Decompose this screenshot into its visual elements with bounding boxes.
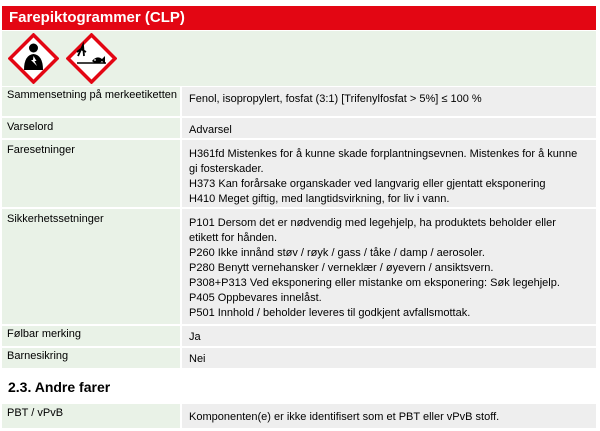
hazard-line: gi fosterskader. (189, 163, 264, 175)
child-safety-value: Nei (189, 353, 206, 365)
section-heading: 2.3. Andre farer (8, 379, 111, 395)
signal-word-value: Advarsel (189, 124, 232, 136)
precaution-line: P501 Innhold / beholder leveres til godkjent avfallsmottak. (189, 307, 471, 319)
pbt-label: PBT / vPvB (7, 407, 64, 419)
hazard-line: H361fd Mistenkes for å kunne skade forplantningsevnen. Mistenkes for å kunne (189, 148, 578, 160)
health-hazard-icon (8, 33, 59, 84)
precautionary-statements-label: Sikkerhetssetninger (7, 213, 104, 225)
tactile-label: Følbar merking (7, 328, 81, 340)
hazard-statements-label: Faresetninger (7, 144, 75, 156)
signal-word-label: Varselord (7, 121, 54, 133)
section-header (2, 6, 596, 30)
pbt-value: Komponenten(e) er ikke identifisert som et PBT eller vPvB stoff. (189, 411, 500, 423)
row-signal-word (2, 118, 596, 138)
composition-label: Sammensetning på merkeetiketten (7, 89, 177, 101)
row-tactile-warning (2, 326, 596, 346)
precaution-line: P101 Dersom det er nødvendig med legehjelp, ha produktets beholder eller (189, 217, 556, 229)
child-safety-label: Barnesikring (7, 350, 69, 362)
precaution-line: etikett for hånden. (189, 232, 278, 244)
precaution-line: P260 Ikke innånd støv / røyk / gass / tåke / damp / aerosoler. (189, 247, 485, 259)
precaution-line: P405 Oppbevares innelåst. (189, 292, 322, 304)
tactile-value: Ja (189, 331, 201, 343)
precaution-line: P308+P313 Ved eksponering eller mistanke om eksponering: Søk legehjelp. (189, 277, 560, 289)
row-child-safety (2, 348, 596, 368)
composition-value: Fenol, isopropylert, fosfat (3:1) [Trifenylfosfat > 5%] ≤ 100 % (189, 93, 482, 105)
environment-hazard-icon (66, 33, 117, 84)
section-title: Farepiktogrammer (CLP) (9, 9, 185, 26)
hazard-line: H373 Kan forårsake organskader ved langvarig eller gjentatt eksponering (189, 178, 546, 190)
precaution-line: P280 Benytt vernehansker / verneklær / øyevern / ansiktsvern. (189, 262, 494, 274)
pictogram-row (2, 31, 596, 86)
hazard-line: H410 Meget giftig, med langtidsvirkning, for liv i vann. (189, 193, 450, 205)
